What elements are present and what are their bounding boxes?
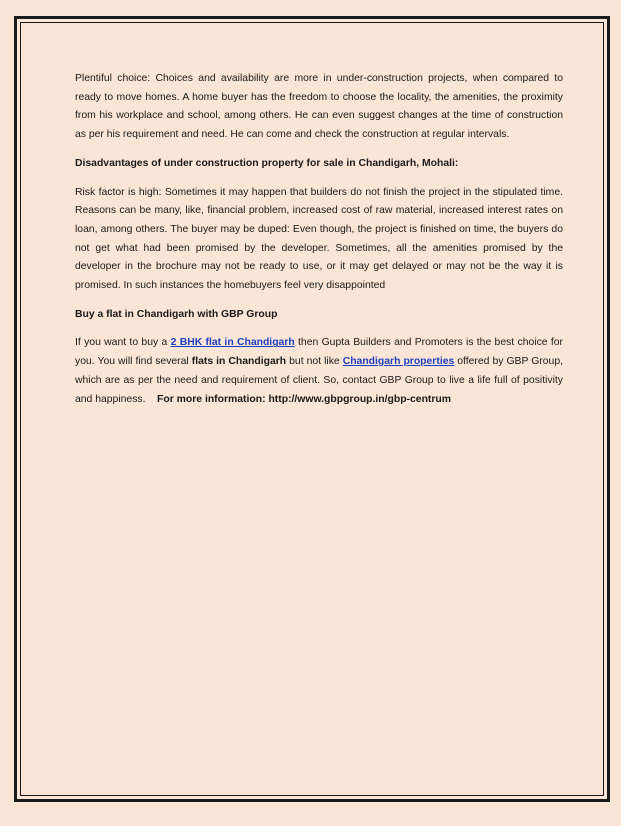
paragraph-risk-factor: Risk factor is high: Sometimes it may happen that builders do not finish the project in the stipulated time. Reasons can be many, like, financial problem, increased cost of raw material, increased interest rates on loan, among others. The buyer may be duped: Even though, the project is finished on time, the buyers do not get what had been promised by the developer. Sometimes, all the amenities promised by the developer in the brochure may not be ready to use, or it may get delayed or may not be the way it is promised. In such instances the homebuyers feel very disappointed: [75, 186, 563, 292]
bold-flats-in-chandigarh: flats in Chandigarh: [191, 356, 287, 368]
text-span: offered by GBP Group, which are as per the need and requirement of client. So, contact GBP Group to live a life full of positivity and happiness.: [75, 356, 566, 405]
heading-buy-flat: Buy a flat in Chandigarh with GBP Group: [75, 308, 278, 320]
text-span: If you want to buy a: [75, 337, 171, 349]
paragraph-plentiful-choice: Plentiful choice: Choices and availability are more in under-construction projects, when compared to ready to move homes. A home buyer has the freedom to choose the locality, the amenities, the proximity from his workplace and school, among others. He can even suggest changes at the time of construction as per his requirement and need. He can come and check the construction at regular intervals.: [75, 73, 563, 141]
document-body: [75, 70, 566, 419]
heading-disadvantages: Disadvantages of under construction property for sale in Chandigarh, Mohali:: [75, 157, 459, 169]
paragraph-buy-flat: [75, 334, 566, 409]
more-information-url: For more information: http://www.gbpgroup.in/gbp-centrum: [157, 393, 452, 405]
link-chandigarh-properties[interactable]: Chandigarh properties: [342, 356, 455, 368]
text-span: then Gupta Builders and Promoters is the best choice for you. You will find several: [75, 337, 563, 368]
text-span: but not like: [286, 356, 343, 368]
link-2bhk-flat[interactable]: 2 BHK flat in Chandigarh: [170, 337, 295, 349]
